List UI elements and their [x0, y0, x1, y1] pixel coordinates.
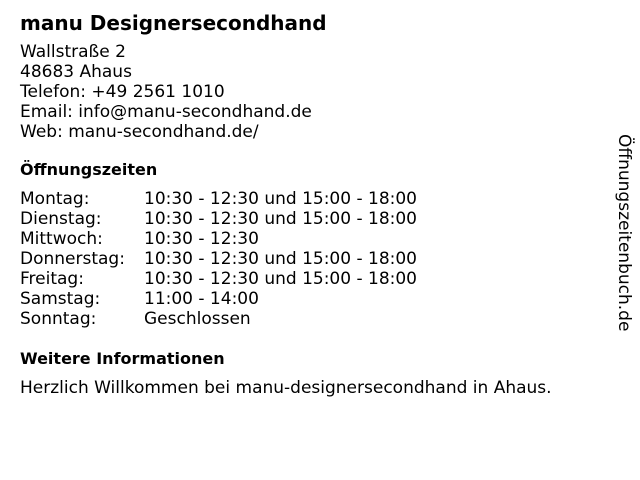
opening-hours-heading: Öffnungszeiten — [20, 160, 158, 179]
opening-hours-table — [20, 189, 600, 329]
business-card — [20, 10, 600, 398]
city-address: 48683 Ahaus — [20, 62, 132, 82]
hours-time: 10:30 - 12:30 — [144, 229, 259, 249]
hours-row — [20, 209, 600, 229]
hours-time: 10:30 - 12:30 und 15:00 - 18:00 — [144, 209, 417, 229]
hours-time: 11:00 - 14:00 — [144, 289, 259, 309]
side-brand-text: Öffnungszeitenbuch.de — [614, 134, 634, 332]
hours-row — [20, 269, 600, 289]
phone-number: Telefon: +49 2561 1010 — [20, 82, 225, 102]
hours-day: Sonntag: — [20, 309, 97, 329]
hours-row — [20, 249, 600, 269]
hours-day: Dienstag: — [20, 209, 102, 229]
more-info-heading: Weitere Informationen — [20, 349, 225, 368]
hours-day: Montag: — [20, 189, 90, 209]
hours-row — [20, 229, 600, 249]
hours-day: Samstag: — [20, 289, 101, 309]
hours-day: Freitag: — [20, 269, 84, 289]
hours-time: 10:30 - 12:30 und 15:00 - 18:00 — [144, 249, 417, 269]
hours-row — [20, 309, 600, 329]
hours-row — [20, 189, 600, 209]
hours-time: Geschlossen — [144, 309, 251, 329]
welcome-text: Herzlich Willkommen bei manu-designersecondhand in Ahaus. — [20, 378, 552, 398]
hours-day: Mittwoch: — [20, 229, 103, 249]
email-address: Email: info@manu-secondhand.de — [20, 102, 312, 122]
street-address: Wallstraße 2 — [20, 42, 126, 62]
website: Web: manu-secondhand.de/ — [20, 122, 259, 142]
business-name: manu Designersecondhand — [20, 11, 327, 35]
hours-row — [20, 289, 600, 309]
hours-time: 10:30 - 12:30 und 15:00 - 18:00 — [144, 189, 417, 209]
hours-day: Donnerstag: — [20, 249, 125, 269]
contact-block — [20, 42, 600, 142]
hours-time: 10:30 - 12:30 und 15:00 - 18:00 — [144, 269, 417, 289]
